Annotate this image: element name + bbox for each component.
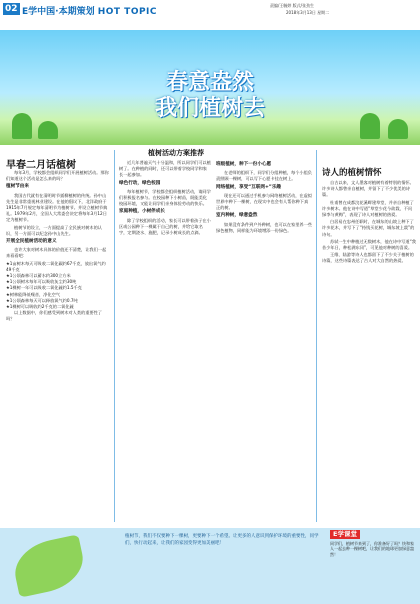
page-header [0,0,420,31]
hot-topic-label: HOT TOPIC [97,7,158,17]
left-intro: 每年3月，学校都会组织同学们开展植树活动。那你们知道这个活动是怎么来的吗？ [6,170,109,182]
plan-p4: 在老师的组织下，同学们分组种植，每个小组负责照顾一棵树，可以写下心愿卡挂在树上。 [216,170,312,182]
plan-col1 [119,160,211,237]
hero-title-line2: 我们植树去 [154,96,265,121]
left-sub1: 植树节由来 [6,184,29,190]
hero-title [105,70,315,122]
left-sub2: 开展全民植树活动的意义 [6,239,57,245]
left-p3: 也许大家对树木具体的价值还不清楚，让我们一起来看看吧： [6,247,107,259]
tree-icon [360,113,380,139]
editor-credits: 责编/王毓婷 版式/张劲生 [270,3,314,8]
tree-icon [38,121,58,139]
benefit-item: ★1亩树木每天可吸收二氧化碳约67千克，放出氧气约49千克 [6,260,106,272]
plan-p1: 近几年普遍天气十分温和，所以同学们可以植树了。在种植的同时，还可以带着学校同学和家长一起参加。 [119,160,211,178]
plan-p6: 如果没有条件到户外种树，也可以在家里养一些绿色植物，同样能为环境增添一份绿色。 [216,221,312,233]
left-p1: 我国古代就有在清明时节插柳植树的传统。孙中山先生是非常重视林业建设。在他的倡议下，北洋政府于1915年7月规定每年清明节为植树节。并设立植树节典礼。1979年2月，全国人大常委会决定将每年3月12日定为植树节。 [6,192,108,223]
plan-p3: 除了学校组织的活动，家长可以带着孩子在小区或公园种下一棵属于自己的树，并给它取名字，定期浇水、施肥，记录小树成长的点滴。 [119,217,211,236]
side-p4: 苏轼一生中种植过无数树木，他在诗中写道“我昔少年日，种松满东冈”，可见他对种树的喜爱。 [322,238,416,251]
masthead [22,4,157,17]
left-article-body [6,170,110,324]
side-body [322,180,416,266]
column-divider [114,150,115,522]
benefit-item: ★1公顷森林可以蓄水约300立方米 [6,273,71,279]
side-p1: 自古以来，文人墨客对植树有着特别的情怀。许多诗人都曾亲自植树，并留下了不少优美的诗篇。 [322,180,414,198]
plan-p2: 每年植树节，学校都会组织植树活动，请同学们积极报名参与。在校园种下小树苗，既能美化校园环境，又能让同学们亲身体验劳动的快乐。 [119,188,211,207]
benefit-item: ★1棵树一年可以吸收二氧化硫约1.5千克 [6,285,82,291]
column-divider [316,150,317,522]
benefit-item: ★1棵树可以吸收约2千克的二氧化硫 [6,304,74,310]
footer-text: 植树节，我们不仅要种下一棵树，更要种下一个希望。让更多的人意识到保护环境的重要性，同学们，快行动起来，让我们的家园变得更加美丽吧！ [125,534,319,546]
plan-sub3: 班级植树，种下一份小心愿 [216,162,272,167]
masthead-title: E学中国·本期策划 [22,7,95,17]
left-p2: 植树节的设立，一方面提高了全民族对树木的认识，另一方面可以纪念孙中山先生。 [6,224,102,236]
hero-title-line1: 春意盎然 [165,70,254,95]
plan-sub2: 家庭种植，小树伴成长 [119,209,165,215]
side-p2: 杜甫曾在成都浣花溪畔建草堂，并亲自种植了许多树木。他在诗中写道“草堂少花今欲栽，不问绿李与黄梅”，表现了诗人对植树的热爱。 [322,199,414,218]
benefit-item: ★1公顷森林每天可以释放氧气约0.7吨 [6,297,78,303]
left-p4: 以上数据中，你们感受到树木对人类的重要性了吗？ [6,310,102,322]
issue-date: 2018年3月13日 星期二 [286,10,330,15]
plan-col2 [216,160,312,235]
hero-banner [0,30,420,145]
page-number: 02 [5,4,18,14]
plan-sub1: 绿色行动，绿色校园 [119,180,161,186]
side-title: 诗人的植树情怀 [322,168,382,178]
side-p3: 白居易在忠州任职时，在城东的山坡上种下了许多花木，并写下了“持钱买花树，城东坡上栽”的诗句。 [322,219,415,237]
plan-sub5: 室内种树，绿意盎然 [216,213,258,219]
ekt-text: 同学们，植树节来到了，你准备好了吗？快和家人一起去种一棵树吧，让我们的地球更加绿意盎然！ [330,540,414,558]
benefit-item: ★1公顷树木每年可以吸收灰尘约30吨 [6,279,77,285]
plan-sub4: 网络植树，享受“互联网+”乐趣 [216,184,282,190]
ekt-tag: E学课堂 [330,530,360,539]
benefit-item: ★树林能降低噪音，净化空气 [6,291,61,297]
plan-p5: 现在还可以通过手机参与网络植树活动，在虚拟世界中种下一棵树，在现实中也会有人帮你种下真正的树。 [216,192,312,211]
left-article-title: 早春二月话植树 [6,160,76,171]
tree-icon [12,113,32,139]
side-p5: 王维、陆游等诗人也都留下了不少关于植树的诗篇，这些诗篇表达了古人对大自然的热爱。 [322,252,414,264]
plan-title: 植树活动方案推荐 [148,149,204,157]
ekt-box [330,530,416,558]
tree-icon [388,119,408,139]
